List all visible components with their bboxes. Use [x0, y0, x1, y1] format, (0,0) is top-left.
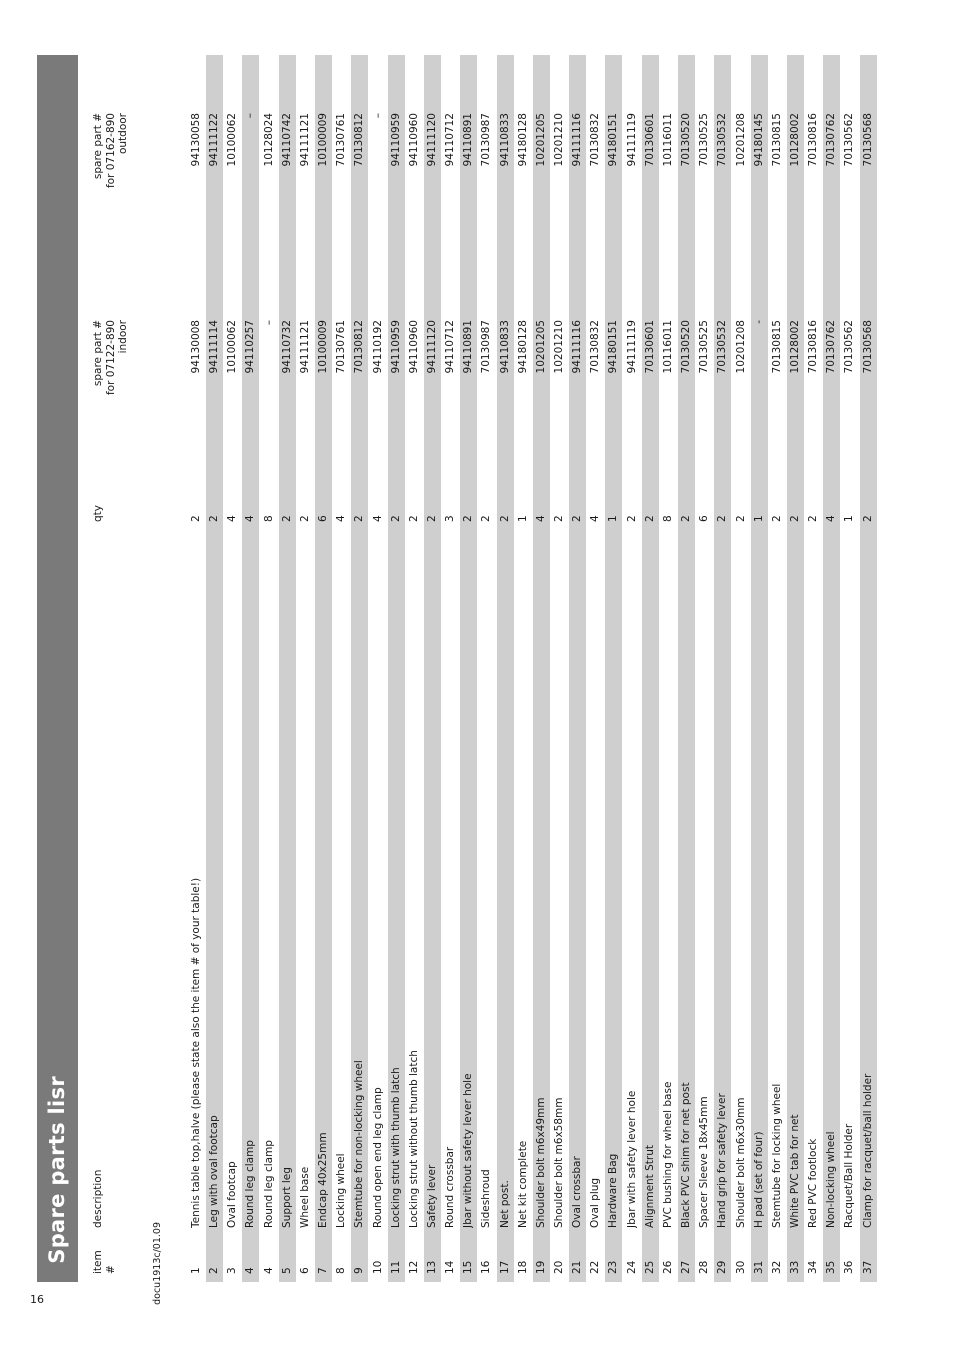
cell-indoor: 70130525 — [698, 320, 711, 374]
cell-item: 17 — [498, 1260, 511, 1274]
cell-item: 13 — [425, 1260, 438, 1274]
cell-qty: 2 — [788, 515, 801, 522]
cell-item: 18 — [516, 1260, 529, 1274]
table-row — [587, 55, 604, 1282]
spare-parts-table-body — [92, 55, 874, 1282]
cell-indoor: 70130532 — [716, 320, 729, 374]
cell-outdoor: 94111122 — [208, 113, 221, 167]
cell-outdoor: 70130520 — [680, 113, 693, 167]
cell-outdoor: 70130761 — [335, 113, 348, 167]
cell-item: 20 — [553, 1260, 565, 1274]
cell-item: 9 — [353, 1267, 366, 1274]
cell-description: Black PVC shim for net post — [680, 1082, 693, 1228]
cell-outdoor: 94180145 — [752, 113, 765, 167]
cell-description: Round leg clamp — [244, 1140, 257, 1228]
table-row — [497, 55, 514, 1282]
page-number: 16 — [30, 1293, 44, 1306]
cell-indoor: 94180151 — [607, 320, 620, 374]
cell-outdoor: 70130987 — [480, 113, 493, 167]
cell-description: Leg with oval footcap — [208, 1115, 221, 1228]
cell-qty: 2 — [734, 515, 747, 522]
cell-item: 11 — [389, 1260, 402, 1274]
cell-qty: 2 — [861, 515, 874, 522]
cell-indoor: 94111121 — [298, 320, 311, 374]
table-row — [206, 55, 223, 1282]
table-row — [533, 55, 550, 1282]
cell-description: Shoulder bolt m6x58mm — [553, 1097, 565, 1228]
cell-indoor: 94110960 — [407, 320, 420, 374]
cell-qty: 1 — [843, 515, 856, 522]
cell-outdoor: 94180128 — [516, 113, 529, 167]
cell-item: 3 — [226, 1267, 239, 1274]
table-row — [642, 55, 659, 1282]
cell-indoor: 10201210 — [553, 320, 565, 374]
cell-indoor: 94110732 — [280, 320, 293, 374]
table-row — [624, 55, 641, 1282]
cell-item: 37 — [861, 1260, 874, 1274]
cell-description: Safety lever — [425, 1164, 438, 1228]
cell-item: 2 — [208, 1267, 221, 1274]
cell-item: 21 — [571, 1260, 584, 1274]
table-row — [733, 55, 750, 1282]
cell-indoor: 94111120 — [425, 320, 438, 374]
cell-description: Wheel base — [298, 1166, 311, 1228]
cell-indoor: 94110712 — [444, 320, 457, 374]
cell-qty: 2 — [353, 515, 366, 522]
cell-outdoor: 10201208 — [734, 113, 747, 167]
cell-description: Stemtube for non-locking wheel — [353, 1060, 366, 1228]
cell-indoor: 10201208 — [734, 320, 747, 374]
cell-description: Hardware Bag — [607, 1153, 620, 1228]
cell-description: Tennis table top,halve (please state also the item # of your table!) — [190, 877, 202, 1228]
cell-description: White PVC tab for net — [788, 1114, 801, 1228]
cell-qty: 2 — [716, 515, 729, 522]
cell-qty: 6 — [698, 515, 711, 522]
cell-indoor: – — [262, 320, 275, 326]
cell-outdoor: – — [244, 113, 257, 119]
table-row — [714, 55, 731, 1282]
cell-qty: 3 — [444, 515, 457, 522]
cell-indoor: 94110257 — [244, 320, 257, 374]
cell-qty: 2 — [425, 515, 438, 522]
cell-item: 4 — [244, 1267, 257, 1274]
cell-outdoor: 94180151 — [607, 113, 620, 167]
table-row — [460, 55, 477, 1282]
cell-outdoor: 70130815 — [770, 113, 783, 167]
cell-item: 10 — [371, 1260, 384, 1274]
table-row — [188, 55, 205, 1282]
cell-outdoor: 94130058 — [190, 113, 202, 167]
cell-outdoor: 94111121 — [298, 113, 311, 167]
cell-description: Support leg — [280, 1167, 293, 1228]
header-outdoor-part: spare part # for 07162-890 outdoor — [92, 113, 129, 189]
table-row — [696, 55, 713, 1282]
page-title: Spare parts lisr — [45, 1076, 69, 1264]
cell-qty: 8 — [661, 515, 674, 522]
cell-indoor: 70130568 — [861, 320, 874, 374]
cell-description: Jbar with safety lever hole — [625, 1090, 638, 1228]
cell-description: Hand grip for safety lever — [716, 1093, 729, 1228]
table-row — [279, 55, 296, 1282]
table-row — [751, 55, 768, 1282]
cell-item: 12 — [407, 1260, 420, 1274]
table-row — [678, 55, 695, 1282]
cell-outdoor: 70130832 — [589, 113, 602, 167]
table-row — [478, 55, 495, 1282]
cell-item: 28 — [698, 1260, 711, 1274]
cell-description: Locking wheel — [335, 1153, 348, 1228]
cell-qty: 2 — [571, 515, 584, 522]
header-item: item # — [92, 1250, 117, 1274]
cell-item: 19 — [534, 1260, 547, 1274]
cell-description: Round leg clamp — [262, 1140, 275, 1228]
cell-outdoor: 94111119 — [625, 113, 638, 167]
cell-indoor: 94180128 — [516, 320, 529, 374]
cell-outdoor: 94110833 — [498, 113, 511, 167]
cell-description: PVC bushing for wheel base — [661, 1081, 674, 1228]
cell-outdoor: 94111120 — [425, 113, 438, 167]
cell-description: Non-locking wheel — [825, 1131, 838, 1228]
cell-indoor: 10201205 — [534, 320, 547, 374]
table-row — [406, 55, 423, 1282]
cell-qty: 4 — [534, 515, 547, 522]
cell-item: 1 — [190, 1267, 202, 1274]
cell-qty: 4 — [335, 515, 348, 522]
cell-qty: 2 — [298, 515, 311, 522]
cell-outdoor: 10201210 — [553, 113, 565, 167]
cell-outdoor: 70130562 — [843, 113, 856, 167]
cell-outdoor: 94110960 — [407, 113, 420, 167]
cell-item: 24 — [625, 1260, 638, 1274]
cell-indoor: 70130815 — [770, 320, 783, 374]
cell-outdoor: 70130816 — [807, 113, 820, 167]
cell-indoor: 70130832 — [589, 320, 602, 374]
cell-qty: 2 — [190, 515, 202, 522]
table-header-row — [92, 55, 182, 1282]
cell-item: 22 — [589, 1260, 602, 1274]
table-row — [769, 55, 786, 1282]
cell-item: 34 — [807, 1260, 820, 1274]
cell-indoor: 10100009 — [317, 320, 330, 374]
cell-description: Shoulder bolt m6x49mm — [534, 1097, 547, 1228]
cell-description: Oval crossbar — [571, 1156, 584, 1228]
cell-description: Locking strut with thumb latch — [389, 1067, 402, 1228]
cell-description: Shoulder bolt m6x30mm — [734, 1097, 747, 1228]
cell-qty: 6 — [317, 515, 330, 522]
cell-outdoor: 70130525 — [698, 113, 711, 167]
cell-qty: 2 — [553, 515, 565, 522]
spare-parts-table — [92, 55, 874, 1282]
cell-description: Sideshroud — [480, 1169, 493, 1228]
cell-indoor: 94111116 — [571, 320, 584, 374]
cell-item: 35 — [825, 1260, 838, 1274]
table-row — [424, 55, 441, 1282]
table-row — [333, 55, 350, 1282]
cell-item: 29 — [716, 1260, 729, 1274]
cell-qty: 2 — [498, 515, 511, 522]
cell-qty: 2 — [208, 515, 221, 522]
table-row — [261, 55, 278, 1282]
cell-qty: 2 — [643, 515, 656, 522]
cell-qty: 4 — [825, 515, 838, 522]
cell-qty: 2 — [280, 515, 293, 522]
table-row — [224, 55, 241, 1282]
cell-item: 26 — [661, 1260, 674, 1274]
cell-qty: 2 — [480, 515, 493, 522]
cell-item: 36 — [843, 1260, 856, 1274]
cell-qty: 2 — [462, 515, 475, 522]
table-row — [297, 55, 314, 1282]
cell-outdoor: 94110959 — [389, 113, 402, 167]
cell-description: H pad (set of four) — [752, 1131, 765, 1228]
cell-description: Net post. — [498, 1180, 511, 1228]
cell-indoor: 94110192 — [371, 320, 384, 374]
table-row — [660, 55, 677, 1282]
cell-description: Stemtube for locking wheel — [770, 1083, 783, 1228]
cell-indoor: 94110891 — [462, 320, 475, 374]
cell-indoor: 70130816 — [807, 320, 820, 374]
cell-description: Round open end leg clamp — [371, 1087, 384, 1228]
cell-indoor: 94130008 — [190, 320, 202, 374]
cell-qty: 2 — [807, 515, 820, 522]
cell-outdoor: – — [371, 113, 384, 119]
cell-description: Locking strut without thumb latch — [407, 1050, 420, 1228]
cell-description: Net kit complete — [516, 1140, 529, 1228]
cell-indoor: 70130762 — [825, 320, 838, 374]
cell-qty: 4 — [226, 515, 239, 522]
header-description: description — [92, 1169, 104, 1228]
cell-outdoor: 94110742 — [280, 113, 293, 167]
cell-item: 32 — [770, 1260, 783, 1274]
cell-outdoor: 94110891 — [462, 113, 475, 167]
table-row — [515, 55, 532, 1282]
table-row — [605, 55, 622, 1282]
cell-outdoor: 70130568 — [861, 113, 874, 167]
cell-item: 7 — [317, 1267, 330, 1274]
cell-item: 4 — [262, 1267, 275, 1274]
table-row — [351, 55, 368, 1282]
cell-outdoor: 70130762 — [825, 113, 838, 167]
cell-indoor: 70130562 — [843, 320, 856, 374]
cell-description: Round crossbar — [444, 1146, 457, 1228]
cell-description: Alignment Strut — [643, 1144, 656, 1228]
cell-indoor: 10116011 — [661, 320, 674, 374]
cell-indoor: 10128002 — [788, 320, 801, 374]
cell-outdoor: 10128002 — [788, 113, 801, 167]
cell-indoor: 70130601 — [643, 320, 656, 374]
cell-qty: 1 — [516, 515, 529, 522]
table-row — [823, 55, 840, 1282]
cell-description: Jbar without safety lever hole — [462, 1073, 475, 1228]
title-bar — [37, 55, 78, 1282]
cell-outdoor: 70130532 — [716, 113, 729, 167]
table-row — [242, 55, 259, 1282]
cell-item: 8 — [335, 1267, 348, 1274]
table-row — [841, 55, 858, 1282]
cell-qty: 2 — [625, 515, 638, 522]
header-indoor-part: spare part # for 07122-890 indoor — [92, 320, 129, 396]
cell-item: 33 — [788, 1260, 801, 1274]
cell-outdoor: 70130812 — [353, 113, 366, 167]
cell-qty: 2 — [407, 515, 420, 522]
table-row — [551, 55, 568, 1282]
table-row — [315, 55, 332, 1282]
table-row — [787, 55, 804, 1282]
cell-qty: 4 — [371, 515, 384, 522]
table-row — [370, 55, 387, 1282]
cell-item: 6 — [298, 1267, 311, 1274]
cell-description: Oval plug — [589, 1177, 602, 1228]
cell-description: Racquet/Ball Holder — [843, 1123, 856, 1228]
cell-outdoor: 94111116 — [571, 113, 584, 167]
cell-outdoor: 10100062 — [226, 113, 239, 167]
cell-description: Red PVC footlock — [807, 1138, 820, 1228]
cell-item: 25 — [643, 1260, 656, 1274]
cell-indoor: 70130520 — [680, 320, 693, 374]
cell-outdoor: 10128024 — [262, 113, 275, 167]
table-row — [388, 55, 405, 1282]
cell-indoor: 70130812 — [353, 320, 366, 374]
cell-qty: 1 — [607, 515, 620, 522]
cell-item: 5 — [280, 1267, 293, 1274]
cell-qty: 2 — [680, 515, 693, 522]
cell-item: 31 — [752, 1260, 765, 1274]
cell-qty: 2 — [770, 515, 783, 522]
cell-description: Spacer Sleeve 18x45mm — [698, 1096, 711, 1228]
cell-qty: 8 — [262, 515, 275, 522]
cell-item: 30 — [734, 1260, 747, 1274]
document-code: docu1913c/01.09 — [152, 1222, 163, 1305]
cell-outdoor: 94110712 — [444, 113, 457, 167]
cell-indoor: 94111114 — [208, 320, 221, 374]
cell-qty: 2 — [389, 515, 402, 522]
table-row — [569, 55, 586, 1282]
table-row — [860, 55, 877, 1282]
cell-indoor: 94111119 — [625, 320, 638, 374]
cell-description: Oval footcap — [226, 1161, 239, 1228]
cell-outdoor: 10116011 — [661, 113, 674, 167]
cell-outdoor: 10201205 — [534, 113, 547, 167]
cell-item: 14 — [444, 1260, 457, 1274]
table-row — [805, 55, 822, 1282]
cell-indoor: 94110833 — [498, 320, 511, 374]
cell-item: 23 — [607, 1260, 620, 1274]
cell-indoor: 10100062 — [226, 320, 239, 374]
table-row — [442, 55, 459, 1282]
cell-indoor: 94110959 — [389, 320, 402, 374]
cell-description: Endcap 40x25mm — [317, 1132, 330, 1228]
cell-item: 27 — [680, 1260, 693, 1274]
cell-indoor: 70130987 — [480, 320, 493, 374]
cell-item: 16 — [480, 1260, 493, 1274]
cell-qty: 4 — [244, 515, 257, 522]
cell-qty: 4 — [589, 515, 602, 522]
cell-qty: 1 — [752, 515, 765, 522]
header-qty: qty — [92, 505, 104, 522]
cell-outdoor: 70130601 — [643, 113, 656, 167]
cell-item: 15 — [462, 1260, 475, 1274]
cell-indoor: - — [752, 320, 765, 324]
cell-indoor: 70130761 — [335, 320, 348, 374]
cell-outdoor: 10100009 — [317, 113, 330, 167]
cell-description: Clamp for racquet/ball holder — [861, 1073, 874, 1228]
